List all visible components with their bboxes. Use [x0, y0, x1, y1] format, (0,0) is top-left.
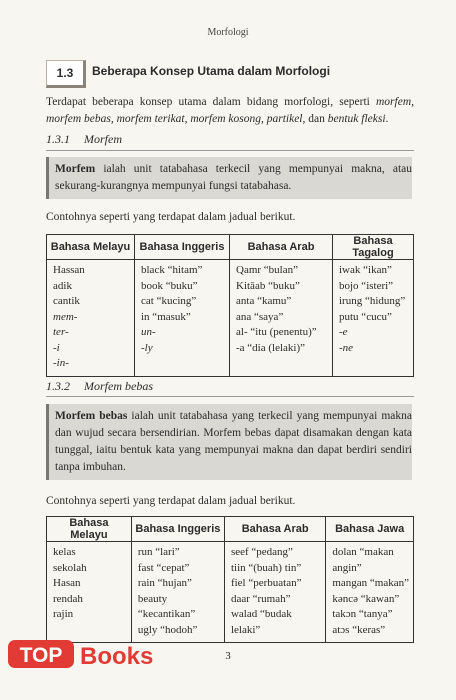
cell-value: iwak “ikan” [339, 264, 392, 276]
intro-paragraph [46, 94, 414, 128]
cell-value: run “lari” [137, 546, 180, 558]
running-head: Morfologi [207, 27, 249, 38]
table-lead-2: Contohnya seperti yang terdapat dalam jadual berikut. [46, 495, 296, 507]
cell-value: dolan “makan [332, 546, 394, 558]
cell-value: bojo “isteri” [339, 279, 394, 292]
page-number: 3 [225, 650, 231, 662]
cell-value: anta “kamu” [236, 295, 292, 307]
cell-value: irung “hidung” [339, 295, 406, 307]
topbooks-logo-watermark [0, 634, 190, 674]
cell-value: cantik [53, 295, 80, 307]
cell-value: -ly [141, 341, 153, 354]
cell-value: kəncə “kawan” [332, 592, 400, 605]
cell-value: tiin “(buah) tin” [230, 561, 302, 574]
cell-value: al- “itu (penentu)” [236, 326, 317, 338]
subsection-rule [46, 150, 414, 151]
column-bahasa-melayu [47, 542, 132, 643]
cell-value: ugly “hodoh” [137, 623, 198, 636]
definition-term: Morfem [55, 163, 96, 175]
table-header: Bahasa Melayu [47, 517, 132, 542]
term-morfem-bebas: morfem bebas, [46, 113, 114, 125]
column-bahasa-melayu [47, 260, 135, 377]
term-partikel: partikel, [266, 113, 306, 125]
cell-value: atɔs “keras” [332, 623, 386, 636]
cell-value: ter- [53, 326, 69, 338]
cell-value: -a “dia (lelaki)” [236, 341, 306, 354]
intro-text: Terdapat beberapa konsep utama dalam bidang morfologi, seperti [46, 96, 376, 108]
cell-value: black “hitam” [141, 264, 203, 276]
definition-term: Morfem bebas [55, 410, 128, 422]
definition-text: ialah unit tatabahasa terkecil yang mempunyai makna, atau sekurang-kurangnya mempunyai fungsi tatabahasa. [55, 163, 412, 192]
cell-value: book “buku” [141, 279, 198, 292]
subsection-heading-1 [46, 132, 122, 147]
cell-value: fiel “perbuatan” [230, 577, 302, 589]
table-row [47, 260, 414, 377]
cell-value: Hasan [53, 577, 81, 589]
table-header: Bahasa Arab [230, 235, 333, 260]
subsection-rule [46, 396, 414, 397]
morfem-bebas-table [46, 516, 414, 643]
cell-value: daar “rumah” [230, 592, 291, 605]
cell-value: -ne [339, 341, 354, 354]
table-header: Bahasa Inggeris [131, 517, 224, 542]
cell-value: seef “pedang” [230, 546, 293, 558]
intro-end: . [385, 113, 389, 125]
cell-value: rendah [53, 592, 83, 605]
morfem-table [46, 234, 414, 377]
subsection-number: 1.3.2 [46, 379, 70, 393]
column-bahasa-jawa [326, 542, 414, 643]
column-bahasa-arab [230, 260, 333, 377]
section-number: 1.3 [46, 60, 86, 88]
definition-text: ialah unit tatabahasa yang terkecil yang mempunyai makna dan wujud secara bersendirian. Morfem bebas dapat disamakan dengan kata tunggal, iaitu bentuk kata yang mempunyai makna dan dapat berdiri sendiri tanpa imbuhan. [55, 410, 412, 473]
cell-value: -e [339, 326, 348, 338]
intro-and: dan [308, 113, 325, 125]
term-bentuk-fleksi: bentuk fleksi [327, 113, 386, 125]
cell-value: mem- [53, 310, 78, 323]
column-bahasa-inggeris [135, 260, 230, 377]
subsection-title: Morfem bebas [84, 379, 153, 393]
cell-value: sekolah [53, 561, 87, 574]
cell-value: -in- [53, 357, 69, 369]
subsection-number: 1.3.1 [46, 132, 70, 146]
cell-value: mangan “makan” [332, 577, 409, 589]
cell-value: ana “saya” [236, 310, 284, 323]
cell-value: walad “budak [230, 608, 292, 620]
section-title: Beberapa Konsep Utama dalam Morfologi [92, 64, 331, 78]
table-header: Bahasa Arab [224, 517, 325, 542]
table-header: Bahasa Inggeris [135, 235, 230, 260]
cell-value: takɔn “tanya” [332, 608, 393, 620]
definition-box-morfem [46, 157, 412, 199]
cell-value: rajin [53, 608, 74, 620]
section-heading [46, 60, 331, 88]
cell-value: kelas [53, 546, 76, 558]
subsection-title: Morfem [84, 132, 122, 146]
cell-value: beauty [137, 592, 168, 605]
cell-value: rain “hujan” [137, 577, 192, 589]
cell-value: adik [53, 279, 72, 292]
cell-value: Hassan [53, 264, 85, 276]
cell-value: lelaki” [230, 623, 261, 636]
logo-top-text: TOP [19, 644, 63, 667]
table-header: Bahasa Tagalog [333, 235, 414, 260]
table-row [47, 542, 414, 643]
cell-value: putu “cucu” [339, 310, 392, 323]
term-morfem-terikat: morfem terikat, [116, 113, 188, 125]
cell-value: cat “kucing” [141, 295, 197, 307]
cell-value: Qamr “bulan” [236, 264, 298, 276]
column-bahasa-arab [224, 542, 325, 643]
subsection-heading-2 [46, 379, 153, 394]
column-bahasa-tagalog [333, 260, 414, 377]
cell-value: angin” [332, 561, 362, 574]
cell-value: Kitāab “buku” [236, 279, 300, 292]
cell-value: -i [53, 341, 60, 354]
table-header: Bahasa Jawa [326, 517, 414, 542]
cell-value: “kecantikan” [137, 608, 196, 620]
cell-value: in “masuk” [141, 310, 191, 323]
table-lead-1: Contohnya seperti yang terdapat dalam jadual berikut. [46, 211, 296, 223]
cell-value: fast “cepat” [137, 561, 190, 574]
logo-books-text: Books [80, 643, 154, 670]
definition-box-morfem-bebas [46, 404, 412, 480]
term-morfem: morfem, [375, 96, 414, 108]
term-morfem-kosong: morfem kosong, [190, 113, 264, 125]
column-bahasa-inggeris [131, 542, 224, 643]
table-header: Bahasa Melayu [47, 235, 135, 260]
cell-value: un- [141, 326, 156, 338]
